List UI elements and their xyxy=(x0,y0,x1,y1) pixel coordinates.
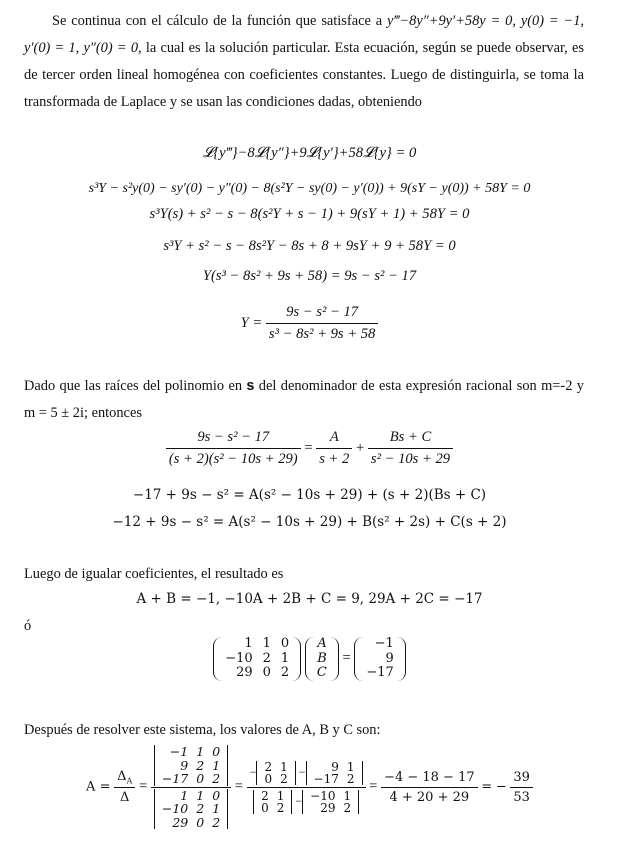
det-ratio xyxy=(151,745,231,829)
det-den-row xyxy=(158,802,224,816)
minor-row xyxy=(257,790,288,802)
eq-expanded-2: −12 + 9s − s² = A(s² − 10s + 29) + B(s² + 2s) + C(s + 2) xyxy=(112,514,507,530)
pf-lhs-denominator: (s + 2)(s² − 10s + 29) xyxy=(166,448,301,468)
matrix-cell: 1 xyxy=(262,636,271,651)
rhs-cell: −17 xyxy=(366,665,394,680)
minor-cell: 2 xyxy=(264,759,273,774)
det-num-cell: 1 xyxy=(196,744,205,759)
numeric-numerator: −4 − 18 − 17 xyxy=(384,769,475,785)
det-num-cell: 9 xyxy=(180,757,189,773)
pf-lhs-numerator: 9s − s² − 17 xyxy=(197,429,270,445)
rhs-row xyxy=(361,652,398,667)
minor-den-2 xyxy=(302,790,359,814)
matrix-row xyxy=(220,637,294,652)
pf-b-numerator: Bs + C xyxy=(389,429,432,445)
pf-a-fraction xyxy=(316,429,352,468)
minor-row xyxy=(257,802,288,814)
rhs-vector xyxy=(354,637,405,681)
fraction-numerator: 9s − s² − 17 xyxy=(286,304,359,320)
paragraph-intro xyxy=(24,8,584,116)
det-num-cell: −1 xyxy=(169,744,189,759)
intro-continuation: , la cual es la solución particular. Esta ecuación, según se puede observar, es de tercer orden lineal homogénea con coeficientes constantes. Luego de distinguirla, se toma la transformada de Laplace y se usan las condiciones dadas, obteniendo xyxy=(24,40,584,110)
eq-solution-fraction xyxy=(0,304,619,343)
matrix-row xyxy=(220,666,294,681)
det-num-cell: 2 xyxy=(212,771,221,786)
minor-row xyxy=(310,761,359,773)
variable-vector xyxy=(305,637,339,681)
minor-cell: 0 xyxy=(261,800,269,815)
minor-cell: 0 xyxy=(264,771,273,786)
minus-sign: − xyxy=(495,779,507,795)
vector-cell: C xyxy=(316,665,327,680)
equals-sign: = xyxy=(481,779,493,795)
a-lhs: A = xyxy=(86,779,111,795)
vector-row xyxy=(312,637,332,652)
det-numerator xyxy=(154,745,228,786)
fraction-denominator: s³ − 8s² + 9s + 58 xyxy=(266,323,378,343)
equals-sign: = xyxy=(369,778,378,795)
det-num-cell: 1 xyxy=(212,757,221,773)
matrix-cell: 1 xyxy=(280,650,290,666)
det-den-cell: 0 xyxy=(212,787,221,803)
rhs-cell: −1 xyxy=(374,636,394,651)
word-o: ó xyxy=(24,618,32,634)
matrix-cell: 1 xyxy=(244,636,253,651)
result-denominator: 53 xyxy=(510,787,533,805)
pf-b-fraction xyxy=(368,429,453,468)
delta-ratio xyxy=(114,769,135,806)
matrix-cell: 0 xyxy=(280,636,290,651)
numeric-denominator: 4 + 20 + 29 xyxy=(381,787,478,805)
delta-a: $\Delta_A$ xyxy=(117,768,133,786)
minor-cell: −10 xyxy=(310,788,336,803)
det-den-cell: 1 xyxy=(212,801,221,816)
matrix-equation xyxy=(0,637,619,681)
matrix-cell: 0 xyxy=(262,665,271,680)
equals-sign: = xyxy=(342,650,351,667)
minor-row xyxy=(260,761,291,773)
minor-cell: 9 xyxy=(331,759,339,774)
eq-partial-fractions: $\frac{\text{9s − s² − 17}}{\text{(s + 2)(s² − 10s + 29)}}$ = $\frac{A}{s + 2}$ + $\frac{Bs + C}{\text{s² − 10s + 29}}$ xyxy=(0,429,619,468)
det-num-cell: 0 xyxy=(196,771,205,786)
det-den-cell: 0 xyxy=(196,814,205,830)
det-num-row xyxy=(158,772,224,786)
det-den-cell: 29 xyxy=(172,814,189,830)
paragraph-solve: Después de resolver este sistema, los valores de A, B y C son: xyxy=(24,722,381,738)
det-num-cell: −17 xyxy=(161,771,189,786)
eq-substituted: s³Y(s) + s² − s − 8(s²Y + s − 1) + 9(sY + 1) + 58Y = 0 xyxy=(149,206,470,222)
numeric-fraction xyxy=(381,770,478,805)
coefficient-matrix xyxy=(213,637,301,681)
result-numerator: 39 xyxy=(513,769,530,785)
vector-row xyxy=(312,652,332,667)
matrix-cell: −10 xyxy=(225,650,253,666)
minor-row xyxy=(260,773,291,785)
det-num-cell: 0 xyxy=(212,744,221,759)
det-num-row xyxy=(158,759,224,773)
eq-system: A + B = −1, −10A + 2B + C = 9, 29A + 2C = −17 xyxy=(136,591,483,607)
fraction-y xyxy=(266,304,378,343)
minor-cell: 2 xyxy=(276,800,285,815)
minor-cell: 1 xyxy=(343,788,352,803)
vector-cell: A xyxy=(317,636,327,651)
equals-sign: = xyxy=(138,778,148,795)
paragraph-coefficients: Luego de igualar coeficientes, el resultado es xyxy=(24,566,284,582)
minor-cell: 1 xyxy=(280,759,288,774)
det-num-cell: 2 xyxy=(196,757,205,773)
matrix-row xyxy=(220,652,294,667)
paragraph-roots xyxy=(24,373,584,427)
det-denominator xyxy=(154,789,228,830)
minor-expansion: − 2 1 0 2 − 9 1 −17 2 2 1 0 2 − −10 1 29 2 xyxy=(247,761,366,814)
minor-cell: 2 xyxy=(261,788,269,803)
roots-text-b: del denominador de esta expresión racional son m=-2 y m = 5 ± 2i; entonces xyxy=(24,378,584,421)
pf-a-numerator: A xyxy=(329,429,339,445)
matrix-cell: 2 xyxy=(262,650,271,666)
minor-cell: −17 xyxy=(313,771,339,786)
minor-row xyxy=(306,790,355,802)
vector-cell: B xyxy=(317,650,327,666)
roots-bold-s: s xyxy=(246,378,255,394)
result-fraction xyxy=(510,770,533,805)
minor-cell: 2 xyxy=(280,771,288,786)
intro-text: Se continua con el cálculo de la función que satisface a xyxy=(52,13,383,29)
det-den-row xyxy=(158,816,224,830)
eq-expanded-1: −17 + 9s − s² = A(s² − 10s + 29) + (s + 2)(Bs + C) xyxy=(132,487,487,503)
roots-text-a: Dado que las raíces del polinomio en xyxy=(24,378,243,394)
ode-inline: y‴−8y″+9y′+58y = 0, y(0) = −1, y′(0) = 1, y″(0) = 0 xyxy=(24,13,584,56)
vector-row xyxy=(312,666,332,681)
minor-cell: 2 xyxy=(346,771,355,786)
minor-num-1 xyxy=(256,761,295,785)
rhs-row xyxy=(361,637,398,652)
det-den-cell: 2 xyxy=(212,814,221,830)
equals-sign: = xyxy=(304,439,313,456)
eq-factored: Y(s³ − 8s² + 9s + 58) = 9s − s² − 17 xyxy=(202,268,417,284)
eq-distributed: s³Y + s² − s − 8s²Y − 8s + 8 + 9sY + 9 + 58Y = 0 xyxy=(163,238,456,254)
pf-a-denominator: s + 2 xyxy=(316,448,352,468)
minor-cell: 2 xyxy=(343,800,352,815)
minor-cell: 1 xyxy=(346,759,355,774)
matrix-cell: 2 xyxy=(280,665,290,680)
det-den-cell: 1 xyxy=(180,787,189,803)
det-num-row xyxy=(158,745,224,759)
eq-transform-expanded: s³Y − s²y(0) − sy′(0) − y″(0) − 8(s²Y − sy(0) − y′(0)) + 9(sY − y(0)) + 58Y = 0 xyxy=(88,181,531,196)
det-den-row xyxy=(158,789,224,803)
delta: Δ xyxy=(114,787,135,805)
pf-lhs-fraction xyxy=(166,429,301,468)
minor-row xyxy=(310,773,359,785)
det-den-cell: 2 xyxy=(196,801,205,816)
eq-laplace: 𝓛{y‴}−8𝓛{y″}+9𝓛{y′}+58𝓛{y} = 0 xyxy=(202,145,417,161)
rhs-cell: 9 xyxy=(385,650,394,666)
det-den-cell: −10 xyxy=(161,801,189,816)
rhs-row xyxy=(361,666,398,681)
minor-den-1 xyxy=(253,790,292,814)
matrix-cell: 29 xyxy=(236,665,253,680)
pf-b-denominator: s² − 10s + 29 xyxy=(368,448,453,468)
equals-sign: = xyxy=(234,778,244,795)
minor-num-2 xyxy=(306,761,363,785)
minor-row xyxy=(306,802,355,814)
eq6-lhs: Y = xyxy=(240,314,263,331)
minor-cell: 29 xyxy=(320,800,336,815)
cramer-rule-a xyxy=(0,745,619,829)
minor-cell: 1 xyxy=(276,788,285,803)
det-den-cell: 1 xyxy=(196,787,205,803)
